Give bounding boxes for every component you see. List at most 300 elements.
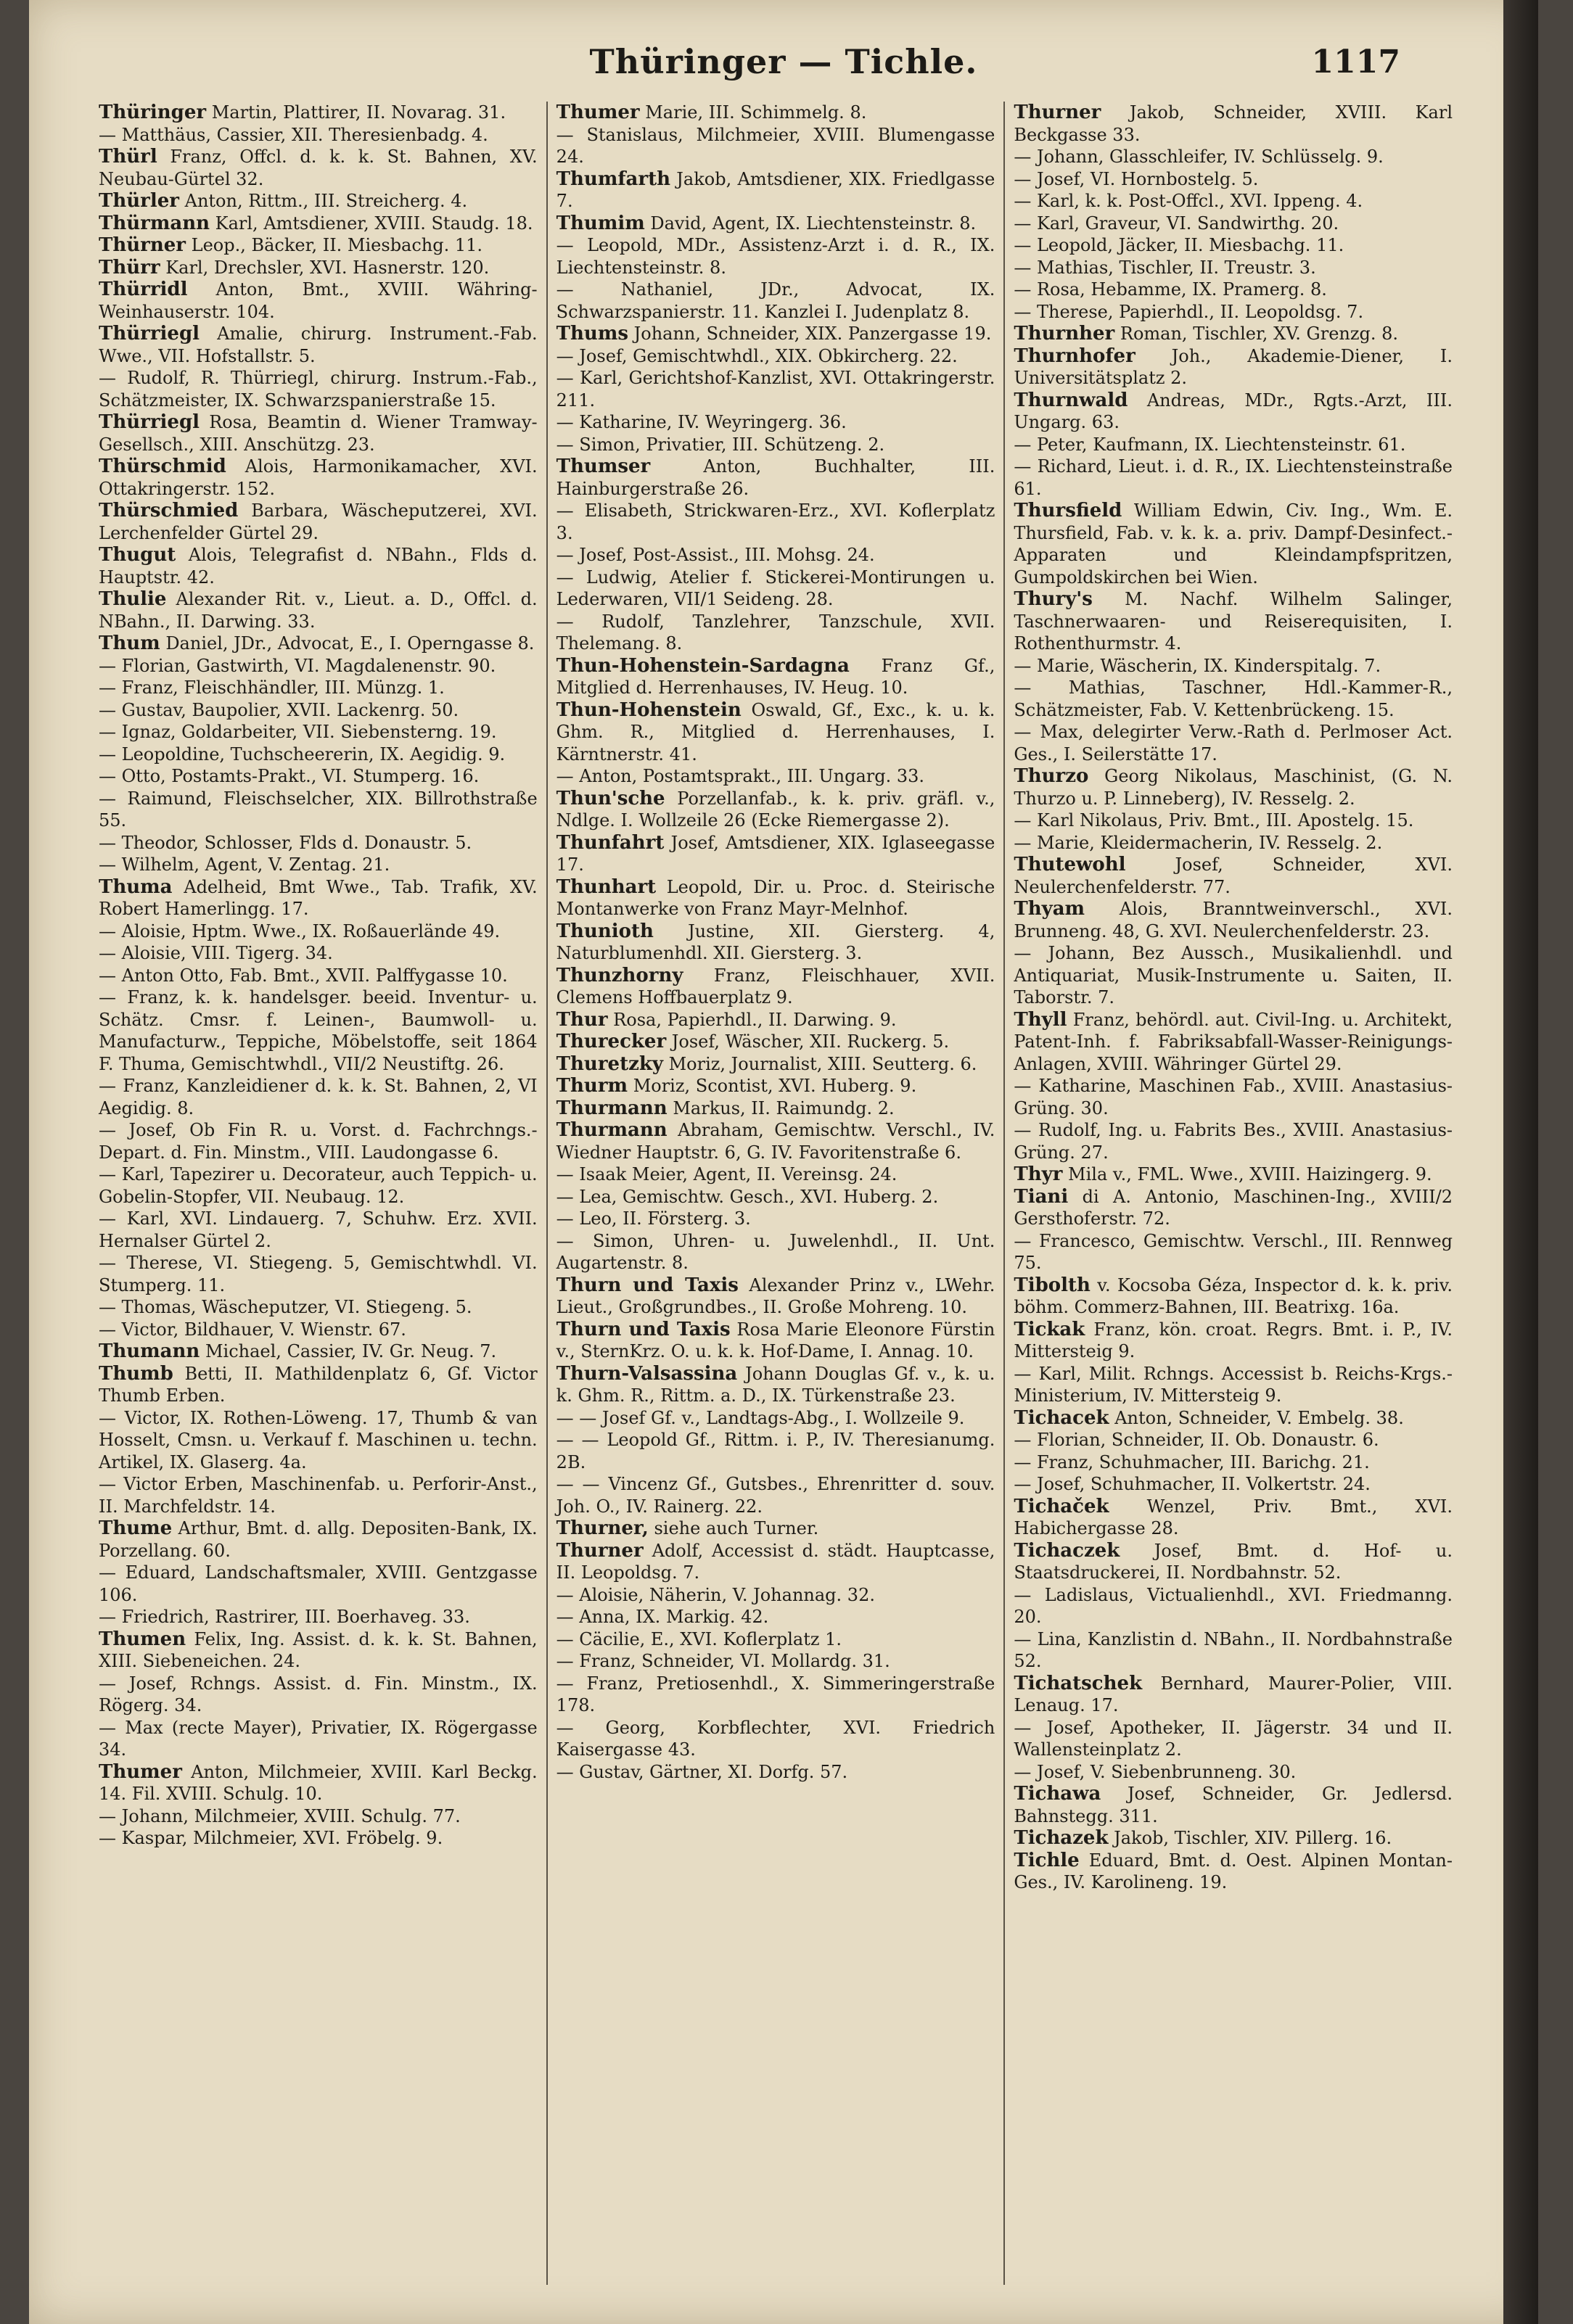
directory-entry <box>556 1230 995 1274</box>
entry-surname: Thürmann <box>99 212 210 234</box>
directory-entry <box>99 876 538 920</box>
entry-details: — Victor, IX. Rothen-Löweng. 17, Thumb & van Hosselt, Cmsn. u. Verkauf f. Maschinen u. techn. Artikel, IX. Glaserg. 4a. <box>99 1407 538 1472</box>
directory-entry <box>1014 1540 1453 1584</box>
entry-details: — Josef, Ob Fin R. u. Vorst. d. Fachrchngs.-Depart. d. Fin. Minstm., VIII. Laudongasse 6. <box>99 1120 538 1163</box>
directory-entry <box>99 788 538 832</box>
entry-details: Alois, Branntweinverschl., XVI. Brunneng. 48, G. XVI. Neulerchenfelderstr. 23. <box>1014 899 1453 941</box>
entry-details: Adolf, Accessist d. städt. Hauptcasse, II. Leopoldsg. 7. <box>556 1540 995 1583</box>
entry-surname: Thürl <box>99 146 157 168</box>
directory-entry <box>99 1628 538 1673</box>
entry-details: — Katharine, Maschinen Fab., XVIII. Anastasius-Grüng. 30. <box>1014 1076 1453 1118</box>
entry-details: Alois, Telegrafist d. NBahn., Flds d. Hauptstr. 42. <box>99 545 538 588</box>
entry-details: Anton, Rittm., III. Streicherg. 4. <box>184 191 468 211</box>
entry-details: Franz, Fleischhauer, XVII. Clemens Hoffbauerplatz 9. <box>556 965 995 1008</box>
entry-details: — Franz, k. k. handelsger. beeid. Inventur- u. Schätz. Cmsr. f. Leinen-, Baumwoll- u. Manufacturw., Teppiche, Möbelstoffe, seit 1864 F. Thuma, Gemischtwhdl., VII/2 Neustiftg. 26. <box>99 987 538 1074</box>
directory-entry <box>1014 1761 1453 1784</box>
entry-details: — Simon, Uhren- u. Juwelenhdl., II. Unt. Augartenstr. 8. <box>556 1230 995 1273</box>
entry-details: Oswald, Gf., Exc., k. u. k. Ghm. R., Mitglied d. Herrenhauses, I. Kärntnerstr. 41. <box>556 699 995 765</box>
entry-surname: Thyll <box>1014 1008 1067 1031</box>
directory-entry <box>556 544 995 566</box>
column-2 <box>548 102 1006 2285</box>
entry-surname: Thürler <box>99 190 179 212</box>
entry-details: — Anna, IX. Markig. 42. <box>556 1607 769 1627</box>
entry-details: Daniel, JDr., Advocat, E., I. Operngasse 8. <box>165 633 535 654</box>
entry-details: — Katharine, IV. Weyringerg. 36. <box>556 412 847 432</box>
directory-entry <box>99 832 538 854</box>
entry-details: — — Leopold Gf., Rittm. i. P., IV. Theresianumg. 2B. <box>556 1430 995 1472</box>
entry-details: — Max (recte Mayer), Privatier, IX. Rögergasse 34. <box>99 1717 538 1760</box>
entry-details: Roman, Tischler, XV. Grenzg. 8. <box>1120 324 1399 344</box>
entry-details: David, Agent, IX. Liechtensteinstr. 8. <box>650 213 977 234</box>
entry-details: — Aloisie, Hptm. Wwe., IX. Roßauerlände 49. <box>99 920 501 941</box>
entry-details: di A. Antonio, Maschinen-Ing., XVIII/2 Gersthoferstr. 72. <box>1014 1186 1453 1229</box>
entry-details: — Ludwig, Atelier f. Stickerei-Montirungen u. Lederwaren, VII/1 Seideng. 28. <box>556 566 995 609</box>
entry-surname: Thur <box>556 1008 608 1031</box>
directory-entry <box>556 1673 995 1717</box>
entry-details: Arthur, Bmt. d. allg. Depositen-Bank, IX. Porzellang. 60. <box>99 1518 538 1561</box>
directory-entry <box>1014 1163 1453 1186</box>
entry-surname: Tichawa <box>1014 1783 1101 1805</box>
entry-details: Leopold, Dir. u. Proc. d. Steirische Montanwerke von Franz Mayr-Melnhof. <box>556 876 995 919</box>
directory-entry <box>99 1473 538 1517</box>
entry-surname: Thürschmied <box>99 500 239 522</box>
entry-details: William Edwin, Civ. Ing., Wm. E. Thursfield, Fab. v. k. k. a. priv. Dampf-Desinfect.-Apparaten und Kleindampfspritzen, Gumpoldskirchen bei Wien. <box>1014 500 1453 588</box>
directory-entry <box>1014 146 1453 168</box>
directory-entry <box>556 213 995 235</box>
entry-surname: Thurm <box>556 1075 628 1097</box>
directory-entry <box>99 190 538 213</box>
entry-surname: Thun'sche <box>556 787 665 809</box>
entry-details: — Marie, Kleidermacherin, IV. Resselg. 2. <box>1014 832 1383 853</box>
directory-entry <box>1014 257 1453 279</box>
entry-details: Michael, Cassier, IV. Gr. Neug. 7. <box>205 1341 497 1361</box>
entry-details: Franz, behördl. aut. Civil-Ing. u. Architekt, Patent-Inh. f. Fabriksabfall-Wasser-Reinigungs-Anlagen, XVIII. Währinger Gürtel 29. <box>1014 1009 1453 1074</box>
directory-entry <box>556 765 995 788</box>
entry-surname: Thumim <box>556 212 645 234</box>
directory-entry <box>99 986 538 1075</box>
entry-details: Markus, II. Raimundg. 2. <box>673 1097 895 1118</box>
entry-details: Alexander Rit. v., Lieut. a. D., Offcl. d. NBahn., II. Darwing. 33. <box>99 589 538 632</box>
entry-details: — Rosa, Hebamme, IX. Pramerg. 8. <box>1014 279 1327 300</box>
entry-details: — Eduard, Landschaftsmaler, XVIII. Gentzgasse 106. <box>99 1562 538 1605</box>
running-title: Thüringer — Tichle. <box>589 42 978 81</box>
entry-details: — Ladislaus, Victualienhdl., XVI. Friedmanng. 20. <box>1014 1584 1453 1627</box>
directory-entry <box>99 655 538 677</box>
entry-details: — Leo, II. Försterg. 3. <box>556 1208 751 1229</box>
entry-details: — Karl, Gerichtshof-Kanzlist, XVI. Ottakringerstr. 211. <box>556 368 995 411</box>
directory-entry <box>99 1119 538 1163</box>
directory-entry <box>99 1363 538 1407</box>
directory-entry <box>1014 234 1453 257</box>
entry-details: — Isaak Meier, Agent, II. Vereinsg. 24. <box>556 1164 898 1184</box>
entry-details: — Gustav, Baupolier, XVII. Lackenrg. 50. <box>99 699 459 720</box>
directory-entry <box>556 611 995 655</box>
directory-entry <box>1014 434 1453 456</box>
directory-entry <box>1014 500 1453 588</box>
directory-page <box>29 0 1538 2324</box>
entry-details: — Richard, Lieut. i. d. R., IX. Liechtensteinstraße 61. <box>1014 456 1453 499</box>
entry-surname: Thumer <box>556 102 640 123</box>
directory-entry <box>99 411 538 456</box>
directory-entry <box>1014 809 1453 832</box>
entry-details: — Lina, Kanzlistin d. NBahn., II. Nordbahnstraße 52. <box>1014 1628 1453 1671</box>
entry-details: — Franz, Schuhmacher, III. Barichg. 21. <box>1014 1451 1370 1472</box>
directory-entry <box>1014 1363 1453 1407</box>
entry-details: — — Vincenz Gf., Gutsbes., Ehrenritter d. souv. Joh. O., IV. Rainerg. 22. <box>556 1474 995 1517</box>
directory-entry <box>556 234 995 279</box>
directory-entry <box>556 1628 995 1651</box>
entry-details: Marie, III. Schimmelg. 8. <box>645 102 867 123</box>
entry-details: Johann, Schneider, XIX. Panzergasse 19. <box>633 324 992 344</box>
entry-surname: Thuma <box>99 875 173 898</box>
entry-details: Rosa, Beamtin d. Wiener Tramway-Gesellsch., XIII. Anschützg. 23. <box>99 412 538 455</box>
entry-surname: Thunioth <box>556 920 654 942</box>
entry-details: — Karl, k. k. Post-Offcl., XVI. Ippeng. 4. <box>1014 191 1363 211</box>
directory-entry <box>1014 323 1453 345</box>
entry-surname: Thun-Hohenstein-Sardagna <box>556 654 850 677</box>
entry-surname: Thürschmid <box>99 456 226 477</box>
entry-details: Betti, II. Mathildenplatz 6, Gf. Victor Thumb Erben. <box>99 1363 538 1406</box>
entry-surname: Thutewohl <box>1014 854 1126 875</box>
directory-entry <box>556 876 995 920</box>
entry-details: — Rudolf, R. Thürriegl, chirurg. Instrum.-Fab., Schätzmeister, IX. Schwarzspanierstraße 15. <box>99 368 538 411</box>
entry-surname: Thurnhofer <box>1014 345 1135 367</box>
directory-entry <box>1014 1496 1453 1540</box>
directory-entry <box>1014 677 1453 721</box>
directory-entry <box>1014 1075 1453 1119</box>
entry-details: — Aloisie, VIII. Tigerg. 34. <box>99 943 333 963</box>
entry-details: Leop., Bäcker, II. Miesbachg. 11. <box>191 235 483 255</box>
directory-entry <box>556 1119 995 1163</box>
entry-details: Jakob, Tischler, XIV. Pillerg. 16. <box>1114 1828 1392 1848</box>
entry-surname: Thyam <box>1014 898 1085 920</box>
entry-surname: Thürr <box>99 256 160 279</box>
entry-details: — Wilhelm, Agent, V. Zentag. 21. <box>99 854 390 875</box>
page-header <box>29 42 1538 93</box>
directory-entry <box>556 124 995 168</box>
entry-details: Joh., Akademie-Diener, I. Universitätsplatz 2. <box>1014 345 1453 388</box>
entry-surname: Thums <box>556 323 628 345</box>
entry-details: — Franz, Pretiosenhdl., X. Simmeringerstraße 178. <box>556 1673 995 1715</box>
directory-entry <box>556 566 995 611</box>
directory-entry <box>99 1163 538 1208</box>
entry-details: Alexander Prinz v., LWehr. Lieut., Großgrundbes., II. Große Mohreng. 10. <box>556 1274 995 1317</box>
directory-entry <box>99 257 538 279</box>
directory-entry <box>99 1827 538 1850</box>
directory-entry <box>556 1009 995 1031</box>
entry-surname: Tibolth <box>1014 1274 1091 1296</box>
directory-entry <box>1014 1628 1453 1673</box>
entry-surname: Thunhart <box>556 875 657 898</box>
directory-entry <box>1014 213 1453 235</box>
entry-details: Amalie, chirurg. Instrument.-Fab. Wwe., VII. Hofstallstr. 5. <box>99 324 538 366</box>
directory-entry <box>99 102 538 124</box>
entry-details: Rosa, Papierhdl., II. Darwing. 9. <box>613 1009 897 1030</box>
entry-details: — Theodor, Schlosser, Flds d. Donaustr. 5. <box>99 832 472 853</box>
directory-entry <box>556 1761 995 1784</box>
directory-entry <box>1014 942 1453 1009</box>
directory-entry <box>556 456 995 500</box>
directory-entry <box>99 920 538 943</box>
entry-details: — Leopoldine, Tuchscheererin, IX. Aegidig. 9. <box>99 743 506 765</box>
directory-entry <box>1014 1119 1453 1163</box>
entry-details: — Otto, Postamts-Prakt., VI. Stumperg. 16. <box>99 766 480 786</box>
entry-surname: Thurn und Taxis <box>556 1274 739 1296</box>
directory-entry <box>99 942 538 965</box>
entry-details: Justine, XII. Giersterg. 4, Naturblumenhdl. XII. Giersterg. 3. <box>556 920 995 963</box>
directory-entry <box>99 1606 538 1628</box>
entry-surname: Thun-Hohenstein <box>556 699 742 721</box>
entry-details: — Gustav, Gärtner, XI. Dorfg. 57. <box>556 1761 848 1782</box>
directory-entry <box>1014 1783 1453 1827</box>
directory-entry <box>99 1673 538 1717</box>
entry-details: — Mathias, Tischler, II. Treustr. 3. <box>1014 257 1316 278</box>
directory-entry <box>556 1186 995 1208</box>
entry-details: — Therese, Papierhdl., II. Leopoldsg. 7. <box>1014 301 1364 322</box>
directory-entry <box>1014 854 1453 898</box>
entry-surname: Thumb <box>99 1362 173 1385</box>
entry-details: — Leopold, MDr., Assistenz-Arzt i. d. R., IX. Liechtensteinstr. 8. <box>556 235 995 278</box>
directory-entry <box>1014 1319 1453 1363</box>
directory-entry <box>1014 832 1453 854</box>
entry-details: Adelheid, Bmt Wwe., Tab. Trafik, XV. Robert Hamerlingg. 17. <box>99 876 538 919</box>
entry-details: Karl, Amtsdiener, XVIII. Staudg. 18. <box>215 213 533 234</box>
entry-details: — Rudolf, Ing. u. Fabrits Bes., XVIII. Anastasius-Grüng. 27. <box>1014 1120 1453 1163</box>
entry-details: — Marie, Wäscherin, IX. Kinderspitalg. 7. <box>1014 655 1381 676</box>
directory-entry <box>99 213 538 235</box>
page-number: 1117 <box>1311 44 1400 81</box>
directory-entry <box>99 500 538 544</box>
entry-details: — Josef, Gemischtwhdl., XIX. Obkircherg. 22. <box>556 345 958 366</box>
directory-entry <box>556 788 995 832</box>
entry-details: — Karl, XVI. Lindauerg. 7, Schuhw. Erz. XVII. Hernalser Gürtel 2. <box>99 1208 538 1251</box>
column-1 <box>90 102 548 2285</box>
entry-details: Wenzel, Priv. Bmt., XVI. Habichergasse 28. <box>1014 1496 1453 1538</box>
directory-entry <box>1014 279 1453 301</box>
entry-surname: Thumann <box>99 1340 200 1362</box>
directory-entry <box>556 1031 995 1053</box>
directory-entry <box>556 411 995 434</box>
directory-entry <box>99 588 538 632</box>
directory-entry <box>556 1584 995 1607</box>
directory-entry <box>556 1274 995 1319</box>
directory-entry <box>1014 190 1453 213</box>
entry-details: — Josef, VI. Hornbostelg. 5. <box>1014 168 1259 189</box>
entry-surname: Thury's <box>1014 588 1093 610</box>
directory-entry <box>99 1340 538 1363</box>
entry-details: Josef, Wäscher, XII. Ruckerg. 5. <box>671 1031 950 1052</box>
entry-details: Josef, Schneider, Gr. Jedlersd. Bahnstegg. 311. <box>1014 1784 1453 1826</box>
entry-details: Alois, Harmonikamacher, XVI. Ottakringerstr. 152. <box>99 456 538 499</box>
directory-entry <box>99 965 538 987</box>
entry-surname: Thunfahrt <box>556 831 665 854</box>
entry-surname: Thurzo <box>1014 765 1089 787</box>
entry-details: — Raimund, Fleischselcher, XIX. Billrothstraße 55. <box>99 788 538 831</box>
entry-details: Karl, Drechsler, XVI. Hasnerstr. 120. <box>165 257 490 278</box>
directory-entry <box>99 721 538 743</box>
directory-entry <box>556 655 995 699</box>
directory-entry <box>1014 588 1453 655</box>
entry-details: Felix, Ing. Assist. d. k. k. St. Bahnen, XIII. Siebeneichen. 24. <box>99 1628 538 1671</box>
directory-entry <box>99 743 538 766</box>
entry-surname: Thunzhorny <box>556 964 683 986</box>
entry-details: — Victor, Bildhauer, V. Wienstr. 67. <box>99 1319 406 1340</box>
entry-surname: Thurner, <box>556 1517 649 1539</box>
entry-details: M. Nachf. Wilhelm Salinger, Taschnerwaaren- und Reiserequisiten, I. Rothenthurmstr. 4. <box>1014 589 1453 654</box>
directory-entry <box>1014 1186 1453 1230</box>
directory-entry <box>556 345 995 368</box>
directory-entry <box>99 632 538 655</box>
directory-entry <box>1014 345 1453 390</box>
directory-entry <box>556 1517 995 1540</box>
directory-entry <box>1014 1274 1453 1319</box>
directory-entry <box>1014 1584 1453 1628</box>
entry-details: Moriz, Scontist, XVI. Huberg. 9. <box>633 1076 917 1096</box>
directory-entry <box>1014 721 1453 765</box>
entry-details: — — Josef Gf. v., Landtags-Abg., I. Wollzeile 9. <box>556 1407 965 1428</box>
entry-details: — Franz, Fleischhändler, III. Münzg. 1. <box>99 677 445 698</box>
entry-surname: Tickak <box>1014 1318 1085 1340</box>
entry-details: — Franz, Kanzleidiener d. k. k. St. Bahnen, 2, VI Aegidig. 8. <box>99 1076 538 1118</box>
entry-surname: Thürridl <box>99 279 188 300</box>
entry-details: — Josef, Rchngs. Assist. d. Fin. Minstm., IX. Rögerg. 34. <box>99 1673 538 1715</box>
entry-surname: Thürriegl <box>99 323 200 345</box>
entry-surname: Thurner <box>1014 102 1101 123</box>
entry-details: Josef, Bmt. d. Hof- u. Staatsdruckerei, II. Nordbahnstr. 52. <box>1014 1540 1453 1583</box>
directory-entry <box>99 544 538 588</box>
directory-entry <box>99 1407 538 1474</box>
entry-details: Franz, kön. croat. Regrs. Bmt. i. P., IV. Mittersteig 9. <box>1014 1319 1453 1361</box>
entry-details: — Johann, Milchmeier, XVIII. Schulg. 77. <box>99 1805 461 1826</box>
entry-surname: Thurnwald <box>1014 389 1128 411</box>
directory-entry <box>556 279 995 323</box>
entry-details: Andreas, MDr., Rgts.-Arzt, III. Ungarg. 63. <box>1014 390 1453 432</box>
directory-entry <box>556 1075 995 1097</box>
directory-entry <box>556 1606 995 1628</box>
directory-entry <box>1014 301 1453 324</box>
entry-details: — Florian, Gastwirth, VI. Magdalenenstr. 90. <box>99 655 496 676</box>
entry-surname: Tichaczek <box>1014 1539 1120 1562</box>
entry-details: — Ignaz, Goldarbeiter, VII. Siebensterng. 19. <box>99 722 497 742</box>
entry-details: — Karl, Tapezirer u. Decorateur, auch Teppich- u. Gobelin-Stopfer, VII. Neubaug. 12. <box>99 1164 538 1207</box>
directory-entry <box>556 1319 995 1363</box>
entry-details: Josef, Amtsdiener, XIX. Iglaseegasse 17. <box>556 832 995 875</box>
entry-details: Franz Gf., Mitglied d. Herrenhauses, IV. Heug. 10. <box>556 655 995 698</box>
entry-details: Anton, Schneider, V. Embelg. 38. <box>1114 1407 1404 1428</box>
entry-details: — Thomas, Wäscheputzer, VI. Stiegeng. 5. <box>99 1297 472 1317</box>
entry-details: v. Kocsoba Géza, Inspector d. k. k. priv. böhm. Commerz-Bahnen, III. Beatrixg. 16a. <box>1014 1274 1453 1317</box>
entry-surname: Tichatschek <box>1014 1672 1143 1694</box>
entry-surname: Thumser <box>556 456 651 477</box>
entry-details: Mila v., FML. Wwe., XVIII. Haizingerg. 9. <box>1068 1164 1432 1184</box>
directory-entry <box>99 1252 538 1296</box>
entry-details: — Josef, V. Siebenbrunneng. 30. <box>1014 1761 1297 1782</box>
directory-entry <box>1014 1429 1453 1451</box>
column-3 <box>1005 102 1461 2285</box>
entry-details: — Josef, Post-Assist., III. Mohsg. 24. <box>556 545 875 565</box>
entry-details: — Elisabeth, Strickwaren-Erz., XVI. Koflerplatz 3. <box>556 500 995 543</box>
directory-entry <box>556 1717 995 1761</box>
entry-details: — Aloisie, Näherin, V. Johannag. 32. <box>556 1584 875 1605</box>
entry-details: Moriz, Journalist, XIII. Seutterg. 6. <box>668 1053 977 1074</box>
entry-details: — Georg, Korbflechter, XVI. Friedrich Kaisergasse 43. <box>556 1717 995 1760</box>
entry-details: — Johann, Glasschleifer, IV. Schlüsselg. 9. <box>1014 147 1384 167</box>
entry-details: — Anton, Postamtsprakt., III. Ungarg. 33. <box>556 766 925 786</box>
entry-surname: Thursfield <box>1014 500 1122 522</box>
directory-entry <box>556 434 995 456</box>
directory-entry <box>99 279 538 323</box>
entry-details: — Cäcilie, E., XVI. Koflerplatz 1. <box>556 1628 842 1649</box>
entry-details: Jakob, Schneider, XVIII. Karl Beckgasse 33. <box>1014 102 1453 145</box>
directory-entry <box>556 1163 995 1186</box>
directory-entry <box>99 699 538 722</box>
entry-details: Anton, Buchhalter, III. Hainburgerstraße 26. <box>556 456 995 499</box>
entry-details: — Lea, Gemischtw. Gesch., XVI. Huberg. 2. <box>556 1186 939 1207</box>
directory-entry <box>99 124 538 147</box>
directory-entry <box>556 168 995 213</box>
entry-surname: Thugut <box>99 544 176 566</box>
entry-details: — Matthäus, Cassier, XII. Theresienbadg. 4. <box>99 124 488 145</box>
directory-entry <box>99 1319 538 1341</box>
directory-entry <box>99 1562 538 1606</box>
entry-surname: Tichacek <box>1014 1406 1109 1429</box>
directory-entry <box>556 1097 995 1120</box>
entry-details: Jakob, Amtsdiener, XIX. Friedlgasse 7. <box>556 168 995 211</box>
entry-details: Johann Douglas Gf. v., k. u. k. Ghm. R., Rittm. a. D., IX. Türkenstraße 23. <box>556 1363 995 1406</box>
directory-entry <box>556 102 995 124</box>
entry-surname: Thurmann <box>556 1097 668 1119</box>
directory-entry <box>1014 1673 1453 1717</box>
entry-details: — Friedrich, Rastrirer, III. Boerhaveg. 33. <box>99 1607 470 1627</box>
directory-entry <box>556 1650 995 1673</box>
entry-details: siehe auch Turner. <box>654 1518 819 1538</box>
entry-surname: Tichle <box>1014 1849 1080 1871</box>
entry-details: Porzellanfab., k. k. priv. gräfl. v., Ndlge. I. Wollzeile 26 (Ecke Riemergasse 2). <box>556 788 995 831</box>
entry-surname: Thume <box>99 1517 173 1539</box>
entry-details: Rosa Marie Eleonore Fürstin v., SternKrz. O. u. k. k. Hof-Dame, I. Annag. 10. <box>556 1319 995 1361</box>
directory-entry <box>1014 456 1453 500</box>
entry-details: — Josef, Schuhmacher, II. Volkertstr. 24. <box>1014 1474 1371 1494</box>
entry-details: — Francesco, Gemischtw. Verschl., III. Rennweg 75. <box>1014 1230 1453 1273</box>
entry-details: Josef, Schneider, XVI. Neulerchenfelderstr. 77. <box>1014 854 1453 897</box>
directory-entry <box>1014 1827 1453 1850</box>
entry-details: — Johann, Bez Aussch., Musikalienhdl. und Antiquariat, Musik-Instrumente u. Saiten, II. Taborstr. 7. <box>1014 943 1453 1008</box>
entry-surname: Thürner <box>99 234 186 256</box>
entry-details: — Rudolf, Tanzlehrer, Tanzschule, XVII. Thelemang. 8. <box>556 611 995 654</box>
entry-surname: Thulie <box>99 588 167 610</box>
entry-details: Franz, Offcl. d. k. k. St. Bahnen, XV. Neubau-Gürtel 32. <box>99 147 538 189</box>
entry-details: Martin, Plattirer, II. Novarag. 31. <box>211 102 506 123</box>
directory-entry <box>99 1761 538 1805</box>
entry-surname: Thyr <box>1014 1163 1063 1185</box>
directory-entry <box>1014 1230 1453 1274</box>
entry-surname: Thurner <box>556 1539 644 1562</box>
entry-surname: Thum <box>99 632 160 654</box>
entry-details: Anton, Bmt., XVIII. Währing-Weinhauserstr. 104. <box>99 279 538 322</box>
directory-entry <box>1014 1717 1453 1761</box>
directory-entry <box>556 965 995 1009</box>
entry-surname: Thumfarth <box>556 168 670 190</box>
directory-entry <box>99 1075 538 1119</box>
entry-details: — Florian, Schneider, II. Ob. Donaustr. 6. <box>1014 1430 1379 1450</box>
directory-columns <box>90 102 1461 2285</box>
directory-entry <box>99 234 538 257</box>
entry-details: — Victor Erben, Maschinenfab. u. Perforir-Anst., II. Marchfeldstr. 14. <box>99 1474 538 1517</box>
entry-surname: Thurn-Valsassina <box>556 1362 738 1385</box>
entry-surname: Thüringer <box>99 102 207 123</box>
entry-details: — Karl, Milit. Rchngs. Accessist b. Reichs-Krgs.-Ministerium, IV. Mittersteig 9. <box>1014 1363 1453 1406</box>
directory-entry <box>99 854 538 876</box>
